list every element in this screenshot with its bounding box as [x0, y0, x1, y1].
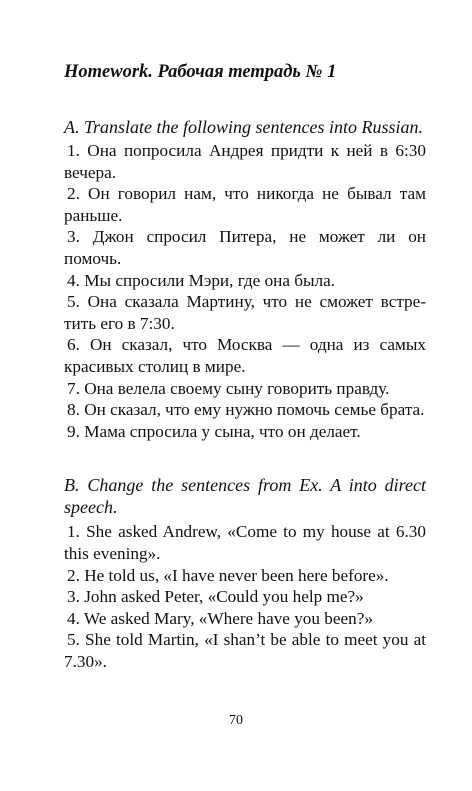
- list-item: 4. Мы спросили Мэри, где она была.: [67, 270, 336, 290]
- page-content: [64, 60, 426, 672]
- list-item: 3. Джон спросил Питера, не может ли он помочь.: [64, 227, 426, 268]
- list-item: 2. Он говорил нам, что никогда не бывал там раньше.: [64, 184, 426, 225]
- section-a-heading: A. Translate the following sentences into Russian.: [64, 117, 423, 137]
- page-number: 70: [229, 713, 243, 728]
- section-b-list: [64, 521, 426, 672]
- section-a-list: [64, 140, 426, 442]
- list-item: 8. Он сказал, что ему нужно помочь семье брата.: [67, 400, 425, 420]
- section-b: [64, 474, 426, 672]
- list-item: 7. Она велела своему сыну говорить правду.: [67, 378, 390, 398]
- page-title: Homework. Рабочая тетрадь № 1: [64, 62, 337, 82]
- list-item: 5. She told Martin, «I shan’t be able to meet you at 7.30».: [64, 630, 426, 671]
- list-item: 1. Она попросила Андрея придти к ней в 6:30 вечера.: [64, 141, 426, 182]
- list-item: 6. Он сказал, что Москва — одна из самых красивых столиц в мире.: [64, 335, 426, 376]
- section-a: [64, 116, 426, 442]
- list-item: 4. We asked Mary, «Where have you been?»: [67, 608, 373, 628]
- section-b-heading: B. Change the sentences from Ex. A into direct speech.: [64, 475, 426, 518]
- list-item: 2. He told us, «I have never been here before».: [67, 565, 389, 585]
- list-item: 9. Мама спросила у сына, что он делает.: [67, 421, 361, 441]
- list-item: 3. John asked Peter, «Could you help me?»: [67, 587, 364, 607]
- list-item: 1. She asked Andrew, «Come to my house at 6.30 this evening».: [64, 522, 426, 563]
- list-item: 5. Она сказала Мартину, что не сможет встре-тить его в 7:30.: [64, 292, 426, 333]
